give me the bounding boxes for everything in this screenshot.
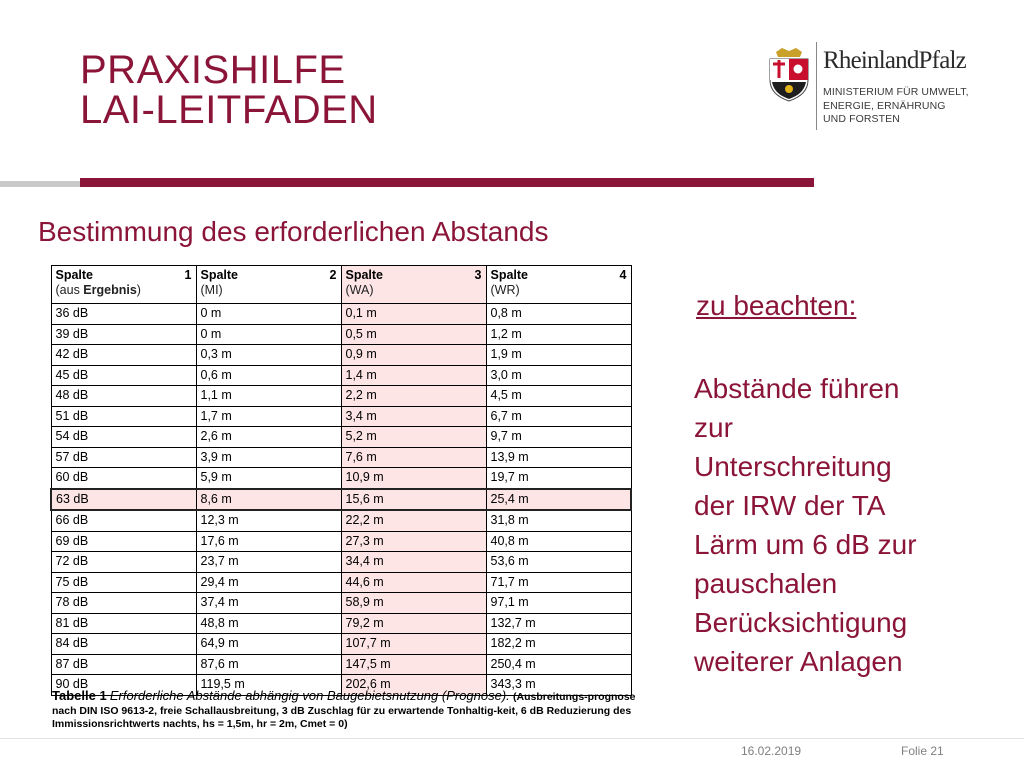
table-cell: 12,3 m [196,510,341,531]
table-row [51,386,631,407]
table-row [51,593,631,614]
table-cell: 132,7 m [486,613,631,634]
table-cell: 22,2 m [341,510,486,531]
note-heading: zu beachten: [696,290,857,321]
table-row [51,345,631,366]
ministry-logo [764,38,969,134]
table-cell: 27,3 m [341,531,486,552]
table-row [51,531,631,552]
state-name: RheinlandPfalz [823,47,966,74]
header-label: Spalte [200,268,239,282]
table-cell: 2,2 m [341,386,486,407]
header-number: 4 [619,268,627,282]
table-cell: 29,4 m [196,572,341,593]
table-cell: 58,9 m [341,593,486,614]
table-cell: 31,8 m [486,510,631,531]
table-cell: 64,9 m [196,634,341,655]
caption-title: Erforderliche Abstände abhängig von Baugebietsnutzung (Prognose). [109,688,510,703]
slide-title [80,50,378,130]
logo-separator [816,42,817,130]
ministry-name [823,86,969,127]
table-cell: 1,1 m [196,386,341,407]
table-cell: 3,4 m [341,406,486,427]
table-cell: 0 m [196,304,341,325]
table-cell: 60 dB [51,468,196,489]
ministry-line: ENERGIE, ERNÄHRUNG [823,99,946,112]
table-cell: 2,6 m [196,427,341,448]
table-cell: 48 dB [51,386,196,407]
header-label: Spalte [345,268,384,282]
table-header-cell [51,266,196,304]
note-line: der IRW der TA [694,490,886,521]
table-row [51,510,631,531]
caption-label: Tabelle 1 [52,688,107,703]
table-cell: 40,8 m [486,531,631,552]
table-cell: 87,6 m [196,654,341,675]
table-cell: 63 dB [51,489,196,511]
table-cell: 57 dB [51,447,196,468]
table-cell: 25,4 m [486,489,631,511]
table-cell: 71,7 m [486,572,631,593]
table-cell: 87 dB [51,654,196,675]
header-number: 1 [184,268,192,282]
table-cell: 3,0 m [486,365,631,386]
table-row [51,468,631,489]
note-body [694,369,994,681]
table-row [51,406,631,427]
table-cell: 0,5 m [341,324,486,345]
table-cell: 66 dB [51,510,196,531]
table-cell: 8,6 m [196,489,341,511]
table-cell: 119,5 m [196,675,341,696]
table-cell: 4,5 m [486,386,631,407]
caption-details: (Ausbreitungs-prognose nach DIN ISO 9613-2, freie Schallausbreitung, 3 dB Zuschlag für zu erwartende Tonhaltig-keit, 6 dB Reduzierung des Immissionsrichtwerts nachts, hs = 1,5m, hr = 2m, Cmet = 0) [52,691,636,730]
table-row [51,634,631,655]
header-number: 2 [329,268,337,282]
table-cell: 97,1 m [486,593,631,614]
table-cell: 107,7 m [341,634,486,655]
table-row [51,572,631,593]
table-cell: 34,4 m [341,552,486,573]
table-cell: 75 dB [51,572,196,593]
table-cell: 45 dB [51,365,196,386]
title-bar-accent [80,178,814,187]
table-cell: 44,6 m [341,572,486,593]
note-line: Berücksichtigung [694,607,908,638]
table-header-cell [196,266,341,304]
coat-of-arms-icon [768,46,810,102]
slide-subtitle: Bestimmung des erforderlichen Abstands [38,216,549,247]
table-cell: 1,9 m [486,345,631,366]
title-bar-gray [0,181,80,187]
distance-table [50,265,632,696]
note-line: zur [694,412,733,443]
table-cell: 17,6 m [196,531,341,552]
table-cell: 51 dB [51,406,196,427]
table-cell: 147,5 m [341,654,486,675]
note-line: weiterer Anlagen [694,646,903,677]
table-cell: 90 dB [51,675,196,696]
table-cell: 9,7 m [486,427,631,448]
table-cell: 1,7 m [196,406,341,427]
footer-slide-number: Folie 21 [901,744,944,758]
table-cell: 72 dB [51,552,196,573]
table-cell: 182,2 m [486,634,631,655]
table-cell: 53,6 m [486,552,631,573]
header-number: 3 [474,268,482,282]
slide-title-line1: PRAXISHILFE [80,48,346,92]
table-cell: 81 dB [51,613,196,634]
table-cell: 15,6 m [341,489,486,511]
table-header-cell [486,266,631,304]
table-cell: 79,2 m [341,613,486,634]
table-caption [52,689,636,732]
note-line: Unterschreitung [694,451,892,482]
table-cell: 13,9 m [486,447,631,468]
table-cell: 42 dB [51,345,196,366]
header-label: Spalte [490,268,529,282]
table-cell: 0,1 m [341,304,486,325]
table-row [51,447,631,468]
table-row [51,365,631,386]
footer-date: 16.02.2019 [741,744,802,758]
table-row [51,613,631,634]
distance-table-container [50,265,630,692]
table-cell: 39 dB [51,324,196,345]
table-cell: 343,3 m [486,675,631,696]
table-cell: 5,2 m [341,427,486,448]
note-line: pauschalen [694,568,838,599]
table-header-cell [341,266,486,304]
table-cell: 0,8 m [486,304,631,325]
table-cell: 84 dB [51,634,196,655]
table-cell: 6,7 m [486,406,631,427]
table-cell: 23,7 m [196,552,341,573]
table-cell: 0 m [196,324,341,345]
header-subtitle: (MI) [200,283,223,297]
ministry-line: UND FORSTEN [823,113,900,125]
header-subtitle: (aus Ergebnis) [55,283,141,297]
table-cell: 69 dB [51,531,196,552]
header-subtitle: (WA) [345,283,374,297]
table-cell: 48,8 m [196,613,341,634]
table-cell: 37,4 m [196,593,341,614]
table-cell: 10,9 m [341,468,486,489]
table-cell: 3,9 m [196,447,341,468]
table-row [51,304,631,325]
table-cell: 0,3 m [196,345,341,366]
slide-title-line2: LAI-LEITFADEN [80,88,378,132]
table-cell: 54 dB [51,427,196,448]
header-subtitle: (WR) [490,283,520,297]
table-row [51,552,631,573]
note-line: Abstände führen [694,373,900,404]
table-cell: 1,4 m [341,365,486,386]
table-cell: 19,7 m [486,468,631,489]
table-cell: 36 dB [51,304,196,325]
footer-divider [0,738,1024,739]
ministry-line: MINISTERIUM FÜR UMWELT, [823,86,969,98]
note-line: Lärm um 6 dB zur [694,529,917,560]
table-row [51,489,631,511]
table-cell: 5,9 m [196,468,341,489]
table-row [51,427,631,448]
table-row [51,324,631,345]
table-cell: 7,6 m [341,447,486,468]
table-cell: 78 dB [51,593,196,614]
table-cell: 250,4 m [486,654,631,675]
table-cell: 202,6 m [341,675,486,696]
table-header-row [51,266,631,304]
table-row [51,654,631,675]
table-cell: 0,6 m [196,365,341,386]
table-cell: 0,9 m [341,345,486,366]
table-cell: 1,2 m [486,324,631,345]
header-label: Spalte [55,268,94,282]
